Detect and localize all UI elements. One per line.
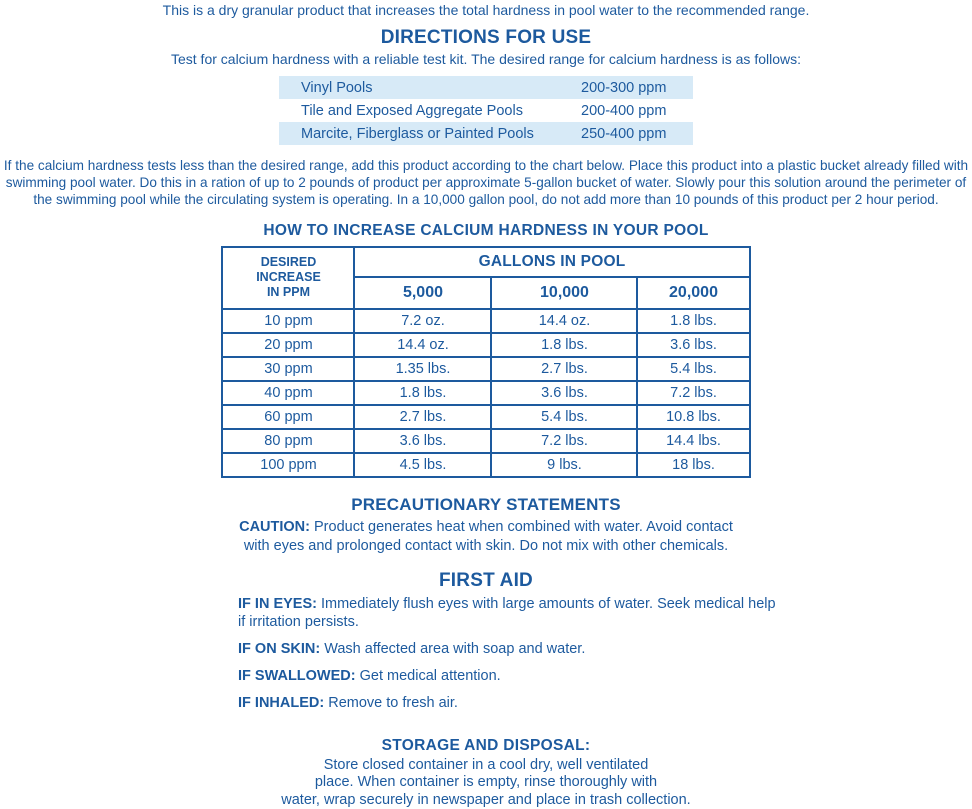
directions-subtitle: Test for calcium hardness with a reliable test kit. The desired range for calcium hardness is as follows:	[170, 51, 802, 67]
table-row	[222, 429, 749, 453]
caution-statement	[230, 518, 742, 556]
caution-text: Product generates heat when combined with water. Avoid contact with eyes and prolonged contact with skin. Do not mix with other chemicals.	[243, 518, 733, 554]
intro-text: This is a dry granular product that increases the total hardness in pool water to the recommended range.	[162, 2, 810, 18]
dose-cell: 1.8 lbs.	[637, 309, 749, 333]
first-aid-label: IF INHALED:	[238, 694, 325, 711]
dosage-table	[221, 246, 750, 478]
table-row	[222, 453, 749, 477]
first-aid-title: FIRST AID	[439, 569, 533, 591]
storage-line: water, wrap securely in newspaper and place in trash collection.	[281, 791, 691, 808]
col-header-5000: 5,000	[354, 277, 491, 309]
dose-cell: 14.4 oz.	[491, 309, 637, 333]
increase-cell: 100 ppm	[222, 453, 354, 477]
dose-cell: 7.2 lbs.	[637, 381, 749, 405]
range-value: 200-300 ppm	[581, 79, 667, 96]
dosage-table-title: HOW TO INCREASE CALCIUM HARDNESS IN YOUR POOL	[263, 221, 709, 239]
header-line: IN PPM	[266, 285, 311, 300]
first-aid-text: Immediately flush eyes with large amounts of water. Seek medical help if irritation persists.	[238, 595, 776, 630]
first-aid-label: IF SWALLOWED:	[238, 667, 356, 684]
range-value: 200-400 ppm	[581, 102, 667, 119]
storage-line: Store closed container in a cool dry, well ventilated	[323, 756, 649, 773]
header-line: INCREASE	[256, 270, 321, 285]
dose-cell: 14.4 lbs.	[637, 429, 749, 453]
dose-cell: 9 lbs.	[491, 453, 637, 477]
table-row	[222, 405, 749, 429]
increase-cell: 80 ppm	[222, 429, 354, 453]
increase-cell: 10 ppm	[222, 309, 354, 333]
range-row-marcite	[279, 122, 693, 145]
table-row	[222, 333, 749, 357]
desired-increase-header	[222, 247, 354, 309]
table-row	[222, 381, 749, 405]
caution-label: CAUTION:	[239, 518, 310, 535]
dose-cell: 1.8 lbs.	[491, 333, 637, 357]
increase-cell: 40 ppm	[222, 381, 354, 405]
range-row-tile	[279, 99, 693, 122]
dose-cell: 4.5 lbs.	[354, 453, 491, 477]
first-aid-label: IF ON SKIN:	[238, 640, 321, 657]
dose-cell: 2.7 lbs.	[354, 405, 491, 429]
precautionary-title: PRECAUTIONARY STATEMENTS	[351, 494, 621, 514]
storage-line: place. When container is empty, rinse thoroughly with	[314, 774, 658, 791]
storage-title: STORAGE AND DISPOSAL:	[381, 736, 591, 754]
pool-type-label: Marcite, Fiberglass or Painted Pools	[301, 125, 534, 142]
first-aid-text: Remove to fresh air.	[324, 694, 458, 711]
dose-cell: 7.2 oz.	[354, 309, 491, 333]
header-line: DESIRED	[260, 255, 317, 270]
pool-type-label: Tile and Exposed Aggregate Pools	[301, 102, 523, 119]
table-header-row-group	[222, 247, 749, 277]
increase-cell: 60 ppm	[222, 405, 354, 429]
dose-cell: 2.7 lbs.	[491, 357, 637, 381]
first-aid-item-skin	[238, 640, 778, 658]
dose-cell: 3.6 lbs.	[637, 333, 749, 357]
table-row	[222, 309, 749, 333]
dose-cell: 3.6 lbs.	[354, 429, 491, 453]
storage-instructions	[0, 757, 972, 809]
first-aid-item-inhaled	[238, 694, 778, 712]
instructions-paragraph: If the calcium hardness tests less than the desired range, add this product according to the chart below. Place this product into a plastic bucket already filled with swimming pool water. Do this in a ration of up to 2 pounds of product per approximate 5-gallon bucket of water. Slowly pour this solution around the perimeter of the swimming pool while the circulating system is operating. In a 10,000 gallon pool, do not add more than 10 pounds of this product per 2 hour period.	[3, 158, 969, 208]
first-aid-text: Get medical attention.	[355, 667, 501, 684]
table-row	[222, 357, 749, 381]
first-aid-text: Wash affected area with soap and water.	[320, 640, 586, 657]
dose-cell: 18 lbs.	[637, 453, 749, 477]
dose-cell: 7.2 lbs.	[491, 429, 637, 453]
first-aid-item-eyes	[238, 595, 778, 631]
increase-cell: 20 ppm	[222, 333, 354, 357]
increase-cell: 30 ppm	[222, 357, 354, 381]
dose-cell: 10.8 lbs.	[637, 405, 749, 429]
dose-cell: 14.4 oz.	[354, 333, 491, 357]
dose-cell: 1.35 lbs.	[354, 357, 491, 381]
col-header-20000: 20,000	[637, 277, 749, 309]
dose-cell: 1.8 lbs.	[354, 381, 491, 405]
dose-cell: 3.6 lbs.	[491, 381, 637, 405]
col-header-10000: 10,000	[491, 277, 637, 309]
directions-title: DIRECTIONS FOR USE	[380, 27, 592, 48]
gallons-in-pool-header: GALLONS IN POOL	[354, 247, 749, 277]
dose-cell: 5.4 lbs.	[637, 357, 749, 381]
range-row-vinyl	[279, 76, 693, 99]
first-aid-item-swallowed	[238, 667, 778, 685]
pool-type-label: Vinyl Pools	[301, 79, 373, 96]
first-aid-list	[238, 595, 778, 712]
dose-cell: 5.4 lbs.	[491, 405, 637, 429]
first-aid-label: IF IN EYES:	[238, 595, 317, 612]
hardness-range-table	[279, 76, 693, 145]
range-value: 250-400 ppm	[581, 125, 667, 142]
